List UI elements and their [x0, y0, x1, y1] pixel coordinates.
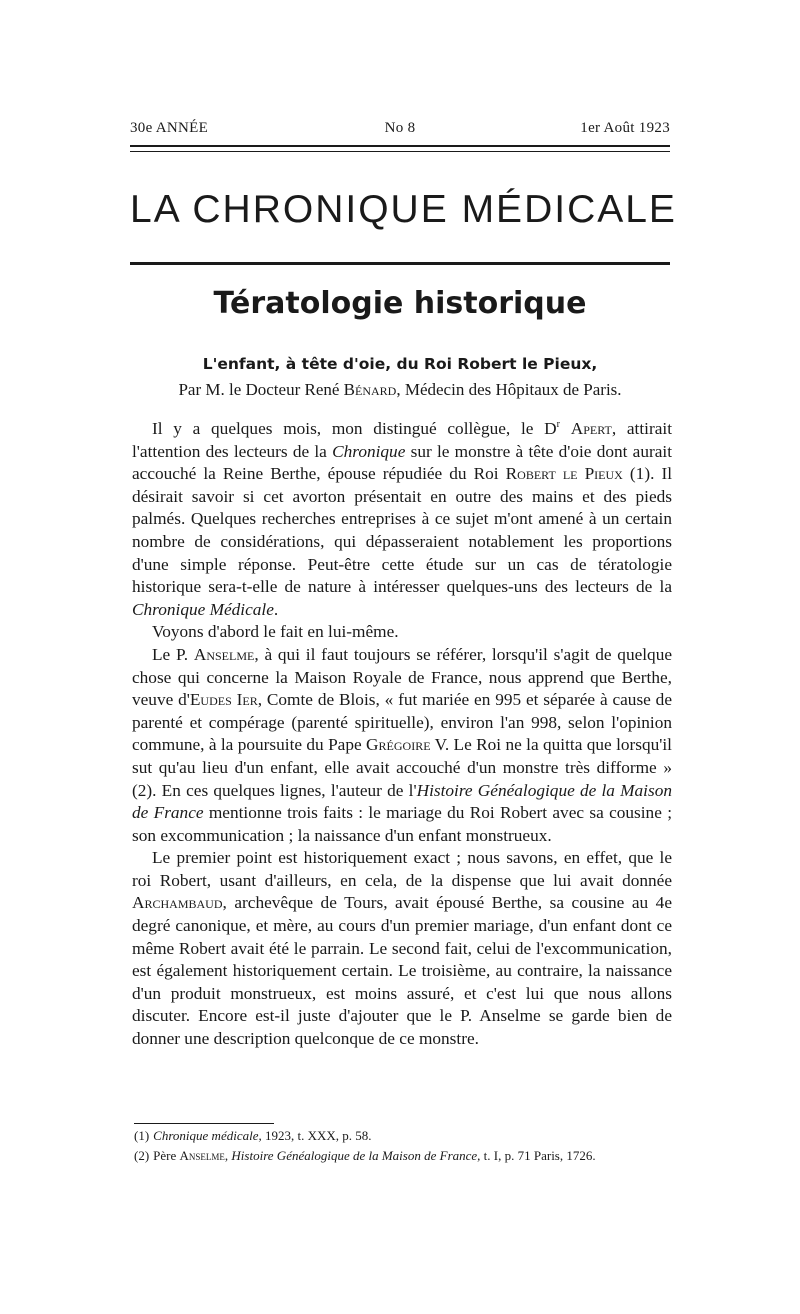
paragraph-2: Voyons d'abord le fait en lui-même.	[152, 622, 399, 642]
paragraph-1: Il y a quelques mois, mon distingué collègue, le $D^r$ Apert, attirait l'attention des lecteurs de la Chronique sur le monstre à tête d'oie dont aurait accouché la Reine Berthe, épouse répudiée du Roi Robert le Pieux (1). Il désirait savoir si cet avorton présentait en outre des mains et des pieds palmés. Quelques recherches entreprises à ce sujet m'ont amené à un certain nombre de considérations, qui dépasseraient notablement les proportions d'une simple réponse. Peut-être cette étude sur un cas de tératologie historique sera-t-elle de nature à intéresser quelques-uns des lecteurs de la Chronique Médicale.	[132, 419, 673, 619]
footnote-rule	[134, 1123, 274, 1124]
issue-date: 1er Août 1923	[580, 120, 670, 136]
paragraph-3: Le P. Anselme, à qui il faut toujours se référer, lorsqu'il s'agit de quelque chose qui concerne la Maison Royale de France, nous apprend que Berthe, veuve d'Eudes Ier, Comte de Blois, « fut mariée en 995 et séparée à cause de parenté et compérage (parenté spirituelle), environ l'an 998, selon l'opinion commune, à la poursuite du Pape Grégoire V. Le Roi ne la quitta que lorsqu'il sut qu'au lieu d'un enfant, elle avait accouché d'un monstre très difforme » (2). En ces quelques lignes, l'auteur de l'Histoire Généalogique de la Maison de France mentionne trois faits : le mariage du Roi Robert avec sa cousine ; son excommunication ; la naissance d'un enfant monstrueux.	[132, 644, 673, 845]
title-rule	[130, 262, 670, 265]
year-label: 30e ANNÉE	[130, 120, 209, 136]
section-title: Tératologie historique	[213, 286, 587, 321]
paragraph-4: Le premier point est historiquement exact ; nous savons, en effet, que le roi Robert, usant d'ailleurs, en cela, de la dispense que lui avait donnée Archambaud, archevêque de Tours, avait épousé Berthe, sa cousine au 4e degré canonique, et mère, au cours d'un premier mariage, d'un enfant dont ce même Robert avait été le parrain. Le second fait, celui de l'excommunication, est également historiquement certain. Le troisième, au contraire, la naissance d'un produit monstrueux, est moins assuré, et c'est lui que nous allons discuter. Encore est-il juste d'ajouter que le P. Anselme se garde bien de donner une description quelconque de ce monstre.	[132, 848, 672, 1049]
article-body	[132, 418, 672, 1051]
header-double-rule	[130, 145, 670, 152]
footnote-2: (2) Père Anselme, Histoire Généalogique de la Maison de France, t. I, p. 71 Paris, 1726.	[134, 1148, 596, 1163]
author-name: Bénard	[343, 380, 397, 399]
journal-title: LA CHRONIQUE MÉDICALE	[130, 188, 677, 231]
footnote-1: (1) Chronique médicale, 1923, t. XXX, p. 58.	[134, 1128, 372, 1143]
article-subtitle: L'enfant, à tête d'oie, du Roi Robert le Pieux,	[202, 355, 598, 373]
running-header	[130, 120, 670, 142]
issue-number: No 8	[384, 120, 416, 136]
article-byline: Par M. le Docteur René Bénard, Médecin des Hôpitaux de Paris.	[178, 380, 622, 399]
